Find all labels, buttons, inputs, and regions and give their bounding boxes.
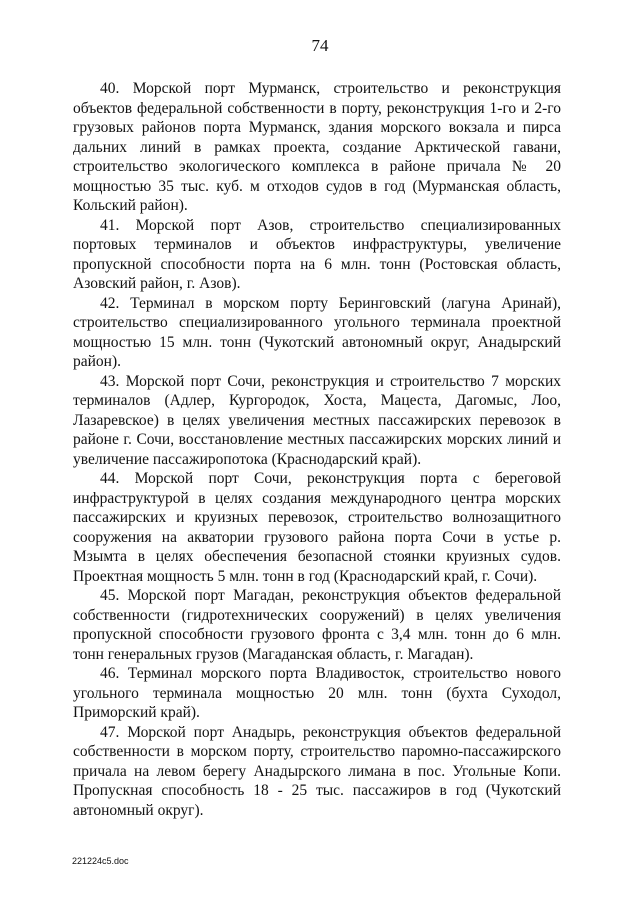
file-name-footer: 221224c5.doc [72, 856, 129, 866]
list-item: 40. Морской порт Мурманск, строительство и реконструкция объектов федеральной собственности в порту, реконструкция 1-го и 2-го грузовых районов порта Мурманск, здания морского вокзала и пирса дальних линий в рамках проекта, создание Арктической гавани, строительство экологического комплекса в районе причала № 20 мощностью 35 тыс. куб. м отходов судов в год (Мурманская область, Кольский район). [73, 80, 561, 214]
page-number: 74 [311, 36, 329, 55]
list-item: 45. Морской порт Магадан, реконструкция объектов федеральной собственности (гидротехнических сооружений) в целях увеличения пропускной способности грузового фронта с 3,4 млн. тонн до 6 млн. тонн генеральных грузов (Магаданская область, г. Магадан). [73, 587, 561, 663]
list-item: 42. Терминал в морском порту Беринговский (лагуна Аринай), строительство специализированного угольного терминала проектной мощностью 15 млн. тонн (Чукотский автономный округ, Анадырский район). [73, 294, 561, 370]
list-item: 44. Морской порт Сочи, реконструкция порта с береговой инфраструктурой в целях создания международного центра морских пассажирских и круизных перевозок, строительство волнозащитного сооружения на акватории грузового района порта Сочи в устье р. Мзымта в целях обеспечения безопасной стоянки круизных судов. Проектная мощность 5 млн. тонн в год (Краснодарский край, г. Сочи). [73, 470, 561, 585]
document-body [73, 79, 561, 820]
list-item: 46. Терминал морского порта Владивосток, строительство нового угольного терминала мощностью 20 млн. тонн (бухта Суходол, Приморский край). [73, 665, 561, 721]
list-item: 43. Морской порт Сочи, реконструкция и строительство 7 морских терминалов (Адлер, Кургородок, Хоста, Мацеста, Дагомыс, Лоо, Лазаревское) в целях увеличения местных пассажирских перевозок в районе г. Сочи, восстановление местных пассажирских морских линий и увеличение пассажиропотока (Краснодарский край). [73, 372, 561, 468]
list-item: 41. Морской порт Азов, строительство специализированных портовых терминалов и объектов инфраструктуры, увеличение пропускной способности порта на 6 млн. тонн (Ростовская область, Азовский район, г. Азов). [73, 216, 561, 292]
list-item: 47. Морской порт Анадырь, реконструкция объектов федеральной собственности в морском порту, строительство паромно-пассажирского причала на левом берегу Анадырского лимана в пос. Угольные Копи. Пропускная способность 18 - 25 тыс. пассажиров в год (Чукотский автономный округ). [73, 723, 561, 819]
